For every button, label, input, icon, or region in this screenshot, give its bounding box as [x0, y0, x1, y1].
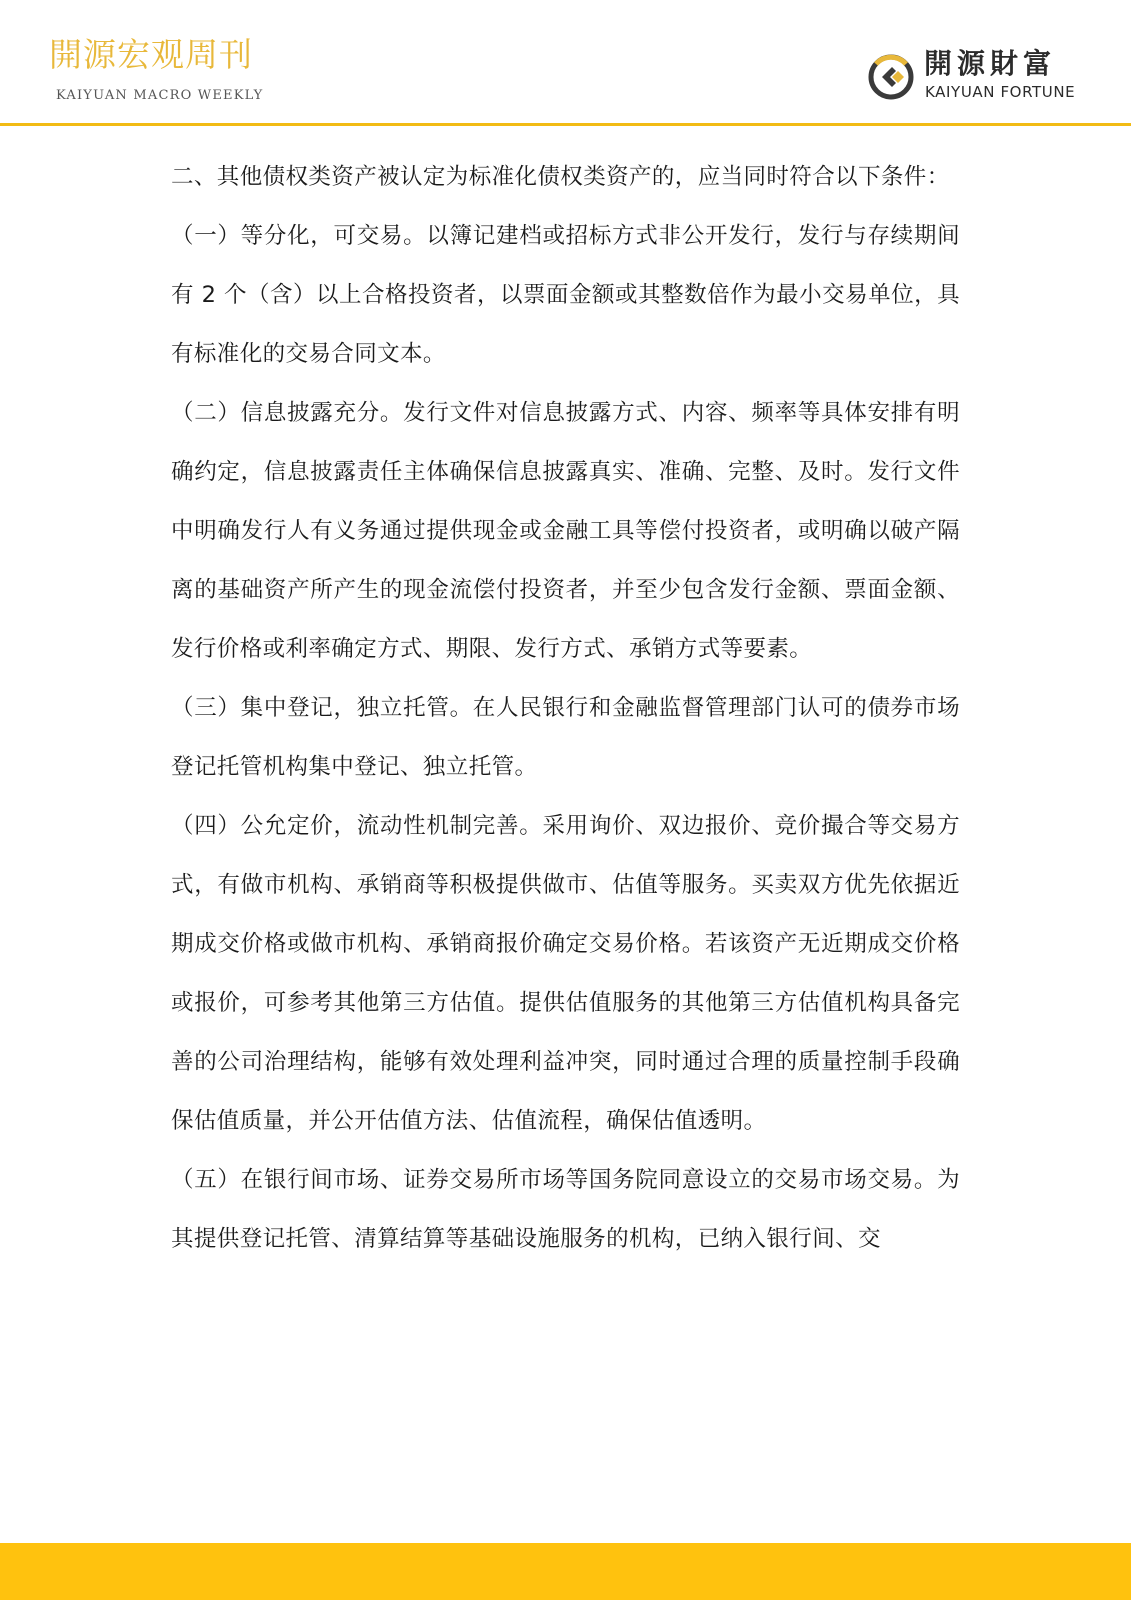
- company-logo: [866, 47, 1086, 106]
- paragraph-conditions-intro: 二、其他债权类资产被认定为标准化债权类资产的，应当同时符合以下条件：: [171, 164, 950, 190]
- paragraph-condition-1: （一）等分化，可交易。以簿记建档或招标方式非公开发行，发行与存续期间有 2 个（含）以上合格投资者，以票面金额或其整数倍作为最小交易单位，具有标准化的交易合同文本。: [171, 223, 960, 367]
- paragraph-condition-5: （五）在银行间市场、证券交易所市场等国务院同意设立的交易市场交易。为其提供登记托管、清算结算等基础设施服务的机构，已纳入银行间、交: [171, 1167, 960, 1252]
- paragraph-condition-4: （四）公允定价，流动性机制完善。采用询价、双边报价、竞价撮合等交易方式，有做市机构、承销商等积极提供做市、估值等服务。买卖双方优先依据近期成交价格或做市机构、承销商报价确定交易价格。若该资产无近期成交价格或报价，可参考其他第三方估值。提供估值服务的其他第三方估值机构具备完善的公司治理结构，能够有效处理利益冲突，同时通过合理的质量控制手段确保估值质量，并公开估值方法、估值流程，确保估值透明。: [171, 813, 960, 1134]
- publication-title: 開源宏观周刊: [49, 35, 253, 74]
- document-body: [171, 148, 960, 1269]
- kaiyuan-logo-icon: [866, 52, 916, 102]
- publication-subtitle: KAIYUAN MACRO WEEKLY: [56, 88, 264, 103]
- logo-chinese-name: 開源財富: [924, 47, 1057, 80]
- footer-band: [0, 1543, 1131, 1600]
- page-header: [0, 0, 1131, 126]
- header-divider: [0, 123, 1131, 126]
- paragraph-condition-3: （三）集中登记，独立托管。在人民银行和金融监督管理部门认可的债券市场登记托管机构集中登记、独立托管。: [171, 695, 960, 780]
- paragraph-condition-2: （二）信息披露充分。发行文件对信息披露方式、内容、频率等具体安排有明确约定，信息披露责任主体确保信息披露真实、准确、完整、及时。发行文件中明确发行人有义务通过提供现金或金融工具等偿付投资者，或明确以破产隔离的基础资产所产生的现金流偿付投资者，并至少包含发行金额、票面金额、发行价格或利率确定方式、期限、发行方式、承销方式等要素。: [171, 400, 960, 662]
- logo-english-name: KAIYUAN FORTUNE: [925, 83, 1076, 101]
